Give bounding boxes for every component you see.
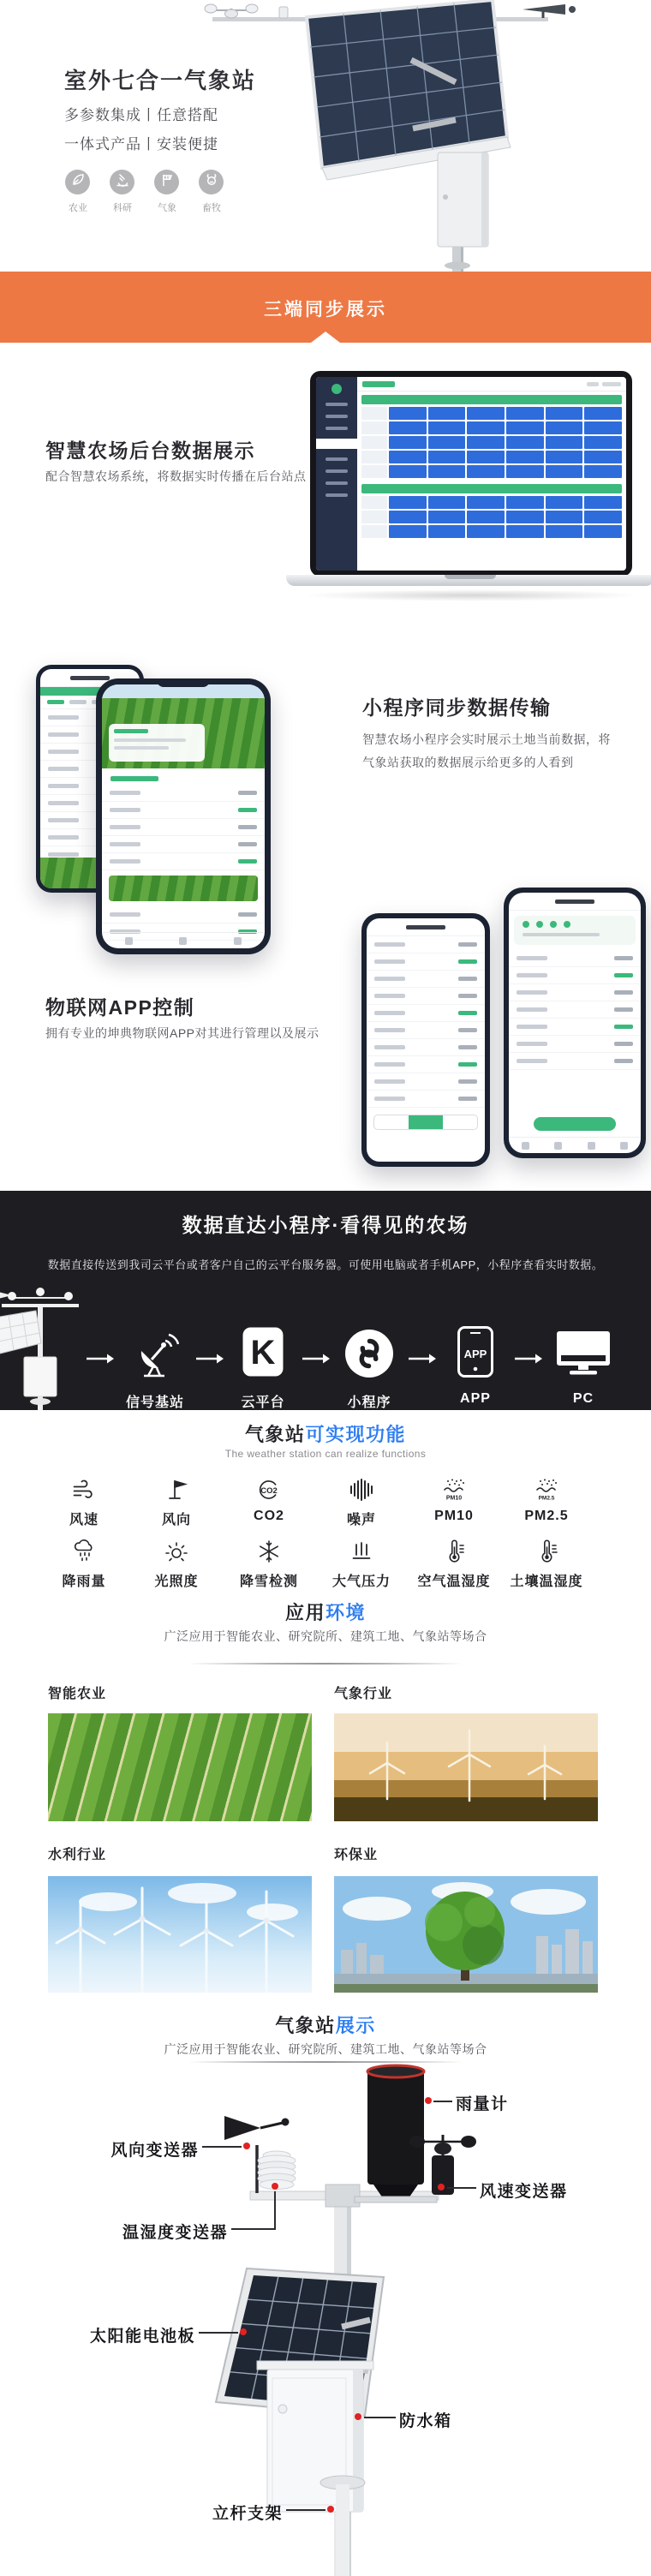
tag-weather bbox=[154, 170, 180, 214]
app-item-label: 气象行业 bbox=[334, 1687, 393, 1701]
feature-soil-temp-humidity: 土壤温湿度 bbox=[500, 1537, 593, 1590]
phone-bottom-nav bbox=[509, 1137, 641, 1153]
data-flow-section bbox=[0, 1191, 651, 1410]
phone-farm-card bbox=[109, 724, 205, 762]
pc-node bbox=[545, 1330, 622, 1407]
dashboard-table-header-2 bbox=[361, 484, 622, 493]
signal-tower-node bbox=[116, 1330, 194, 1411]
feature-pm25: PM2.5 PM2.5 bbox=[500, 1475, 593, 1528]
display-subtitle: 广泛应用于智能农业、研究院所、建筑工地、气象站等场合 bbox=[164, 2042, 487, 2056]
callout-line bbox=[231, 2228, 276, 2230]
feature-light: 光照度 bbox=[130, 1537, 223, 1590]
rain-cloud-icon bbox=[38, 1537, 130, 1566]
noise-bars-icon bbox=[315, 1475, 408, 1504]
miniprogram-title: 小程序同步数据传输 bbox=[362, 696, 552, 719]
arrow-right-icon bbox=[408, 1352, 437, 1366]
app-item-label: 水利行业 bbox=[48, 1848, 107, 1862]
wind-speed-icon bbox=[38, 1475, 130, 1504]
phone-device-data bbox=[361, 913, 490, 1167]
hero-subtitle-1: 多参数集成丨任意搭配 bbox=[64, 107, 218, 123]
phone-smart-farm bbox=[96, 678, 271, 954]
svg-text:PM2.5: PM2.5 bbox=[538, 1495, 555, 1502]
station-diagram bbox=[0, 2063, 651, 2576]
dashboard-table bbox=[357, 404, 626, 481]
callout-temp-humidity: 温湿度变送器 bbox=[122, 2224, 228, 2242]
thermometer-icon bbox=[408, 1537, 500, 1566]
phone-data-list bbox=[102, 785, 265, 870]
callout-dot bbox=[272, 2183, 278, 2190]
flow-label: 云平台 bbox=[241, 1396, 285, 1410]
feature-snow: 降雪检测 bbox=[223, 1537, 315, 1590]
banner-title: 三端同步展示 bbox=[264, 300, 387, 320]
environmental-image bbox=[334, 1876, 598, 1993]
miniprogram-logo-icon bbox=[344, 1329, 394, 1383]
callout-solar-panel: 太阳能电池板 bbox=[89, 2328, 195, 2346]
feature-row-1 bbox=[38, 1475, 593, 1528]
flow-label: APP bbox=[460, 1391, 491, 1406]
soil-thermometer-icon bbox=[500, 1537, 593, 1566]
flow-label: PC bbox=[572, 1391, 594, 1406]
sync-banner bbox=[0, 272, 651, 343]
callout-dot bbox=[438, 2184, 445, 2190]
backend-title: 智慧农场后台数据展示 bbox=[45, 439, 255, 462]
feature-rainfall: 降雨量 bbox=[38, 1537, 130, 1590]
weather-station-image bbox=[197, 0, 651, 272]
phone-data-list bbox=[367, 936, 485, 1108]
smart-agriculture-image bbox=[48, 1713, 312, 1821]
dashboard-topbar bbox=[357, 377, 626, 391]
pm25-icon bbox=[500, 1475, 593, 1504]
wind-vane-icon bbox=[130, 1475, 223, 1504]
app-phone-icon bbox=[456, 1325, 495, 1383]
tag-label: 气象 bbox=[158, 203, 176, 213]
miniprogram-node bbox=[331, 1330, 408, 1411]
svg-text:K: K bbox=[250, 1334, 276, 1372]
app-item-label: 智能农业 bbox=[48, 1687, 107, 1701]
functions-subtitle-en: The weather station can realize functions bbox=[224, 1448, 427, 1460]
weather-industry-image bbox=[334, 1713, 598, 1821]
feature-co2: CO2 CO2 bbox=[223, 1475, 315, 1528]
callout-dot bbox=[240, 2328, 247, 2335]
dark-section-subtitle: 数据直接传送到我司云平台或者客户自己的云平台服务器。可使用电脑或者手机APP，小程序查看实时数据。 bbox=[47, 1258, 604, 1271]
callout-dot bbox=[243, 2143, 250, 2149]
phone-segmented-control bbox=[373, 1115, 478, 1130]
feature-wind-speed: 风速 bbox=[38, 1475, 130, 1528]
tag-label: 畜牧 bbox=[202, 203, 221, 213]
arrow-right-icon bbox=[514, 1352, 543, 1366]
phone-status-card bbox=[514, 916, 636, 945]
signal-dish-icon bbox=[131, 1330, 179, 1383]
laptop-base bbox=[286, 575, 651, 586]
arrow-right-icon bbox=[86, 1352, 115, 1366]
callout-line bbox=[202, 2146, 242, 2148]
cloud-platform-node bbox=[224, 1330, 302, 1411]
k-logo-icon bbox=[241, 1325, 285, 1383]
tag-label: 农业 bbox=[69, 203, 87, 213]
miniprogram-subtitle: 智慧农场小程序会实时展示土地当前数据，将气象站获取的数据展示给更多的人看到 bbox=[362, 732, 611, 770]
feature-air-temp-humidity: 空气温湿度 bbox=[408, 1537, 500, 1590]
callout-dot bbox=[355, 2413, 361, 2420]
dashboard-logo bbox=[331, 384, 342, 394]
dashboard-sidebar bbox=[316, 377, 357, 571]
laptop-shadow bbox=[302, 589, 641, 601]
pressure-icon bbox=[315, 1537, 408, 1566]
callout-line bbox=[447, 2187, 476, 2189]
callout-rain-gauge: 雨量计 bbox=[456, 2095, 509, 2113]
iot-app-subtitle: 拥有专业的坤典物联网APP对其进行管理以及展示 bbox=[45, 1026, 320, 1040]
callout-line bbox=[433, 2101, 452, 2102]
pc-monitor-icon bbox=[555, 1329, 612, 1383]
callout-line bbox=[286, 2509, 326, 2511]
arrow-right-icon bbox=[195, 1352, 224, 1366]
snowflake-icon bbox=[223, 1537, 315, 1566]
callout-pole: 立杆支架 bbox=[212, 2505, 283, 2523]
feature-wind-direction: 风向 bbox=[130, 1475, 223, 1528]
sun-icon bbox=[130, 1537, 223, 1566]
phone-bottom-nav bbox=[102, 932, 265, 948]
callout-dot bbox=[327, 2506, 334, 2513]
microscope-icon bbox=[115, 172, 130, 192]
feature-pressure: 大气压力 bbox=[315, 1537, 408, 1590]
tag-label: 科研 bbox=[113, 203, 132, 213]
phone-iot-app bbox=[504, 888, 646, 1158]
callout-dot bbox=[425, 2097, 432, 2104]
phone-action-button bbox=[534, 1117, 616, 1131]
leaf-icon bbox=[70, 172, 86, 192]
banner-notch bbox=[311, 332, 340, 343]
feature-row-2 bbox=[38, 1537, 593, 1590]
application-title: 应用环境 bbox=[284, 1602, 367, 1623]
svg-text:APP: APP bbox=[463, 1348, 487, 1360]
backend-subtitle: 配合智慧农场系统，将数据实时传播在后台站点 bbox=[45, 469, 307, 483]
tag-agriculture bbox=[65, 170, 91, 214]
functions-title: 气象站可实现功能 bbox=[244, 1424, 407, 1445]
callout-wind-speed: 风速变送器 bbox=[480, 2183, 568, 2201]
flow-station-image bbox=[0, 1283, 89, 1410]
callout-line bbox=[274, 2191, 276, 2230]
svg-text:PM10: PM10 bbox=[445, 1495, 463, 1502]
dashboard-main bbox=[357, 377, 626, 571]
iot-app-title: 物联网APP控制 bbox=[45, 996, 195, 1019]
laptop-screen-dashboard bbox=[316, 377, 626, 571]
app-node bbox=[437, 1330, 514, 1407]
feature-noise: 噪声 bbox=[315, 1475, 408, 1528]
dashboard-menu bbox=[316, 403, 357, 497]
display-title: 气象站展示 bbox=[275, 2015, 376, 2036]
co2-icon bbox=[223, 1475, 315, 1504]
dark-section-title: 数据直达小程序·看得见的农场 bbox=[182, 1214, 469, 1236]
app-item-label: 环保业 bbox=[334, 1848, 379, 1862]
flow-label: 小程序 bbox=[347, 1396, 391, 1410]
flow-label: 信号基站 bbox=[125, 1396, 184, 1410]
phone-farm-header bbox=[102, 684, 265, 768]
application-subtitle: 广泛应用于智能农业、研究院所、建筑工地、气象站等场合 bbox=[164, 1629, 487, 1643]
windsock-icon bbox=[159, 172, 175, 192]
tag-research bbox=[110, 170, 135, 214]
laptop-image bbox=[310, 371, 632, 577]
callout-wind-direction: 风向变送器 bbox=[110, 2142, 199, 2160]
pm10-icon bbox=[408, 1475, 500, 1504]
arrow-right-icon bbox=[302, 1352, 331, 1366]
callout-line bbox=[199, 2332, 238, 2334]
svg-text:CO2: CO2 bbox=[260, 1486, 278, 1496]
feature-pm10: PM10 PM10 bbox=[408, 1475, 500, 1528]
page-title: 室外七合一气象站 bbox=[64, 68, 257, 93]
phone-field-photo bbox=[109, 876, 258, 901]
dashboard-table-header bbox=[361, 395, 622, 404]
callout-waterproof-box: 防水箱 bbox=[399, 2412, 452, 2430]
water-industry-image bbox=[48, 1876, 312, 1993]
phone-data-list bbox=[509, 950, 641, 1070]
hero-subtitle-2: 一体式产品丨安装便捷 bbox=[64, 136, 218, 152]
dashboard-table-2 bbox=[357, 493, 626, 541]
divider bbox=[188, 1663, 463, 1665]
callout-line bbox=[364, 2417, 396, 2418]
